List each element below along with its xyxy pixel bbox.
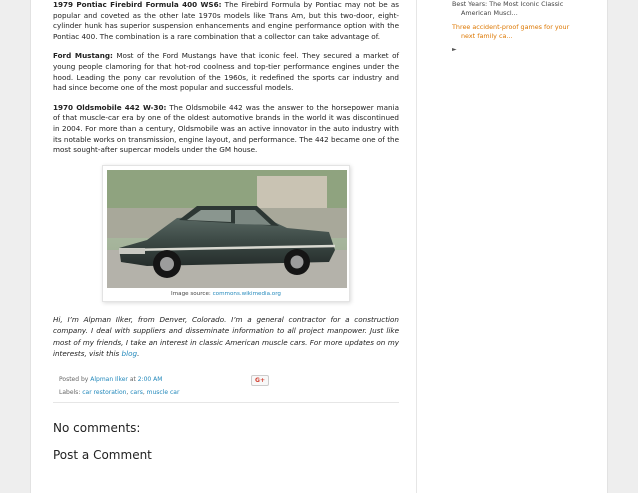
paragraph-mustang <box>53 51 399 93</box>
mustang-title: Ford Mustang: <box>53 51 113 61</box>
bio-end: . <box>137 348 140 358</box>
mustang-photo[interactable] <box>107 170 347 288</box>
sidebar-post-best-years[interactable]: Best Years: The Most Iconic Classic American Muscl... <box>452 0 564 17</box>
label-cars[interactable]: cars <box>130 389 143 397</box>
page <box>30 0 608 493</box>
mustang-text: Most of the Ford Mustangs have that iconic feel. They secured a market of young people clamoring for that hot-rod coolness and top-tier performance engines under the hood. Leading the pony car revolution of the 1960s, it redefined the sports car industry and had since become one of the most popular and successful models. <box>53 51 399 93</box>
labels-line: Labels: car restoration, cars, muscle car <box>59 389 180 397</box>
sidebar-post-accident-proof-games[interactable]: Three accident-proof games for your next family ca... <box>452 23 570 40</box>
caption-source-link[interactable]: commons.wikimedia.org <box>212 290 281 297</box>
car-image-frame <box>102 165 350 302</box>
caption-prefix: Image source: <box>171 290 213 297</box>
post-comment-heading: Post a Comment <box>53 448 152 463</box>
image-caption <box>107 288 345 299</box>
expand-arrow-icon[interactable]: ► <box>452 46 457 53</box>
post-time-link[interactable]: 2:00 AM <box>137 376 163 384</box>
label-muscle-car[interactable]: muscle car <box>146 389 180 397</box>
author-bio <box>53 314 399 360</box>
sidebar <box>452 0 582 53</box>
paragraph-firebird <box>53 0 399 42</box>
google-plus-share-button[interactable]: G+ <box>251 375 269 386</box>
author-link[interactable]: Alpman Ilker <box>90 376 128 384</box>
oldsmobile-title: 1970 Oldsmobile 442 W-30: <box>53 102 167 112</box>
bio-text: Hi, I’m Alpman Ilker, from Denver, Colorado. I’m a general contractor for a construction company. I deal with suppliers and disseminate information to all project manpower. Just like most of my friends, I take an interest in classic American muscle cars. For more updates on my interests, visit this <box>53 314 399 358</box>
bio-blog-link[interactable]: blog <box>121 348 138 358</box>
post-footer <box>53 373 399 403</box>
column-divider <box>416 0 417 493</box>
posted-by-label: Posted by <box>59 376 91 384</box>
posted-by-line <box>53 373 399 386</box>
firebird-title: 1979 Pontiac Firebird Formula 400 WS6: <box>53 0 222 9</box>
labels-label: Labels: <box>59 389 83 397</box>
paragraph-oldsmobile <box>53 103 399 156</box>
oldsmobile-text: The Oldsmobile 442 was the answer to the horsepower mania of that muscle-car era by one of the oldest automotive brands in the world it was discontinued in 2004. For more than a century, Oldsmobile was an active innovator in the auto industry with its notable works on transmission, engine layout, and performance. The 442 became one of the most sought-after supercar models under the GM house. <box>53 102 400 155</box>
label-car-restoration[interactable]: car restoration <box>82 389 127 397</box>
firebird-text: The Firebird Formula by Pontiac may not be as popular and coveted as the other late 1970s models like Trans Am, but this two-door, eight-cylinder hunk has superior suspension enhancements and engine performance option with the Pontiac 400. The combination is a rare combination that a collector can take advantage of. <box>53 0 399 41</box>
post-body <box>53 0 399 462</box>
at-label: at <box>127 376 138 384</box>
comments-heading: No comments: <box>53 421 141 436</box>
